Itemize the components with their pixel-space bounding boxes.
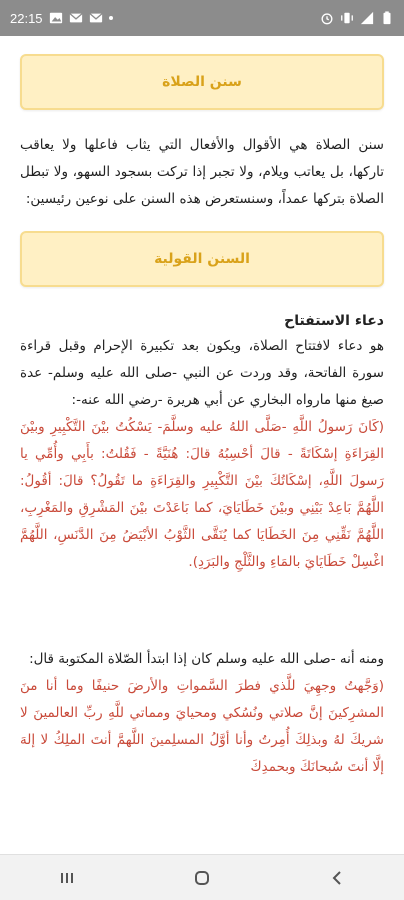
vibrate-icon: [340, 11, 354, 25]
system-nav-bar: [0, 854, 404, 900]
section-header-sunan-salah: [20, 54, 384, 110]
status-time: 22:15: [10, 10, 43, 26]
recent-apps-icon: [58, 869, 76, 887]
mail-icon: [89, 11, 103, 25]
status-left: [10, 11, 113, 26]
image-icon: [49, 11, 63, 25]
section-header-title: سنن الصلاة: [162, 74, 242, 90]
status-right: [320, 11, 394, 25]
subsection-title: دعاء الاستفتاح: [284, 313, 384, 329]
back-button[interactable]: [317, 858, 357, 898]
alarm-icon: [320, 11, 334, 25]
status-bar: [0, 0, 404, 36]
home-button[interactable]: [182, 858, 222, 898]
article-content[interactable]: [0, 36, 404, 854]
back-icon: [328, 869, 346, 887]
body-paragraph-2: ومنه أنه -صلى الله عليه وسلم كان إذا ابتدأ الصّلاة المكتوبة قال:: [29, 651, 384, 667]
spacer: [20, 576, 384, 646]
recent-apps-button[interactable]: [47, 858, 87, 898]
notification-dot: [109, 16, 113, 20]
hadith-quote: (كَانَ رَسولُ اللَّهِ -صَلَّى اللهُ عليه وسلَّمَ- يَسْكُتُ بيْنَ التَّكْبِيرِ وبيْنَ القِرَاءَةِ إسْكَاتَةً - قالَ أحْسِبُهُ قالَ: هُنَيَّةً - فَقُلتُ: بأَبِي وأُمِّي يا رَسولَ اللَّهِ، إسْكَاتُكَ بيْنَ التَّكْبِيرِ والقِرَاءَةِ ما تَقُولُ؟ قالَ: أقُولُ: اللَّهُمَّ بَاعِدْ بَيْنِي وبيْنَ خَطَايَايَ، كما بَاعَدْتَ بيْنَ المَشْرِقِ والمَغْرِبِ، اللَّهُمَّ نَقِّنِي مِنَ الخَطَايَا كما يُنَقَّى الثَّوْبُ الأبْيَضُ مِنَ الدَّنَسِ، اللَّهُمَّ اغْسِلْ خَطَايَايَ بالمَاءِ والثَّلْجِ والبَرَدِ).: [20, 419, 384, 570]
battery-icon: [380, 11, 394, 25]
section-header-sunan-qawliya: [20, 231, 384, 287]
section-header-title: السنن القولية: [154, 251, 250, 267]
body-paragraph: هو دعاء لافتتاح الصلاة، ويكون بعد تكبيرة الإحرام وقبل قراءة سورة الفاتحة، وقد وردت عن النبي -صلى الله عليه وسلم- عدة صيغ منها مارواه البخاري عن أبي هريرة -رضي الله عنه-:: [20, 338, 384, 408]
home-icon: [193, 869, 211, 887]
mail-icon: [69, 11, 83, 25]
signal-icon: [360, 11, 374, 25]
hadith-quote-2: (وَجَّهتُ وجهِيَ للَّذي فطرَ السَّمواتِ والأرضَ حنيفًا وما أنا منَ المشرِكينَ إنَّ صلاتي ونُسُكي ومحيايَ ومماتي للَّهِ ربِّ العالمينَ لا شريكَ لهُ وبذلِكَ أُمِرتُ وأنا أوَّلُ المسلِمينَ اللَّهمَّ أنتَ الملِكُ لا إلهَ إلَّا أنتَ سُبحانَكَ وبحمدِكَ: [20, 678, 384, 775]
intro-paragraph: سنن الصلاة هي الأقوال والأفعال التي يثاب فاعلها ولا يعاقب تاركها، بل يعاتب ويلام، ولا تجبر إذا تركت بسجود السهو، ولا تبطل الصلاة بتركها عمداً، وسنستعرض هذه السنن على نوعين رئيسين:: [20, 137, 384, 207]
